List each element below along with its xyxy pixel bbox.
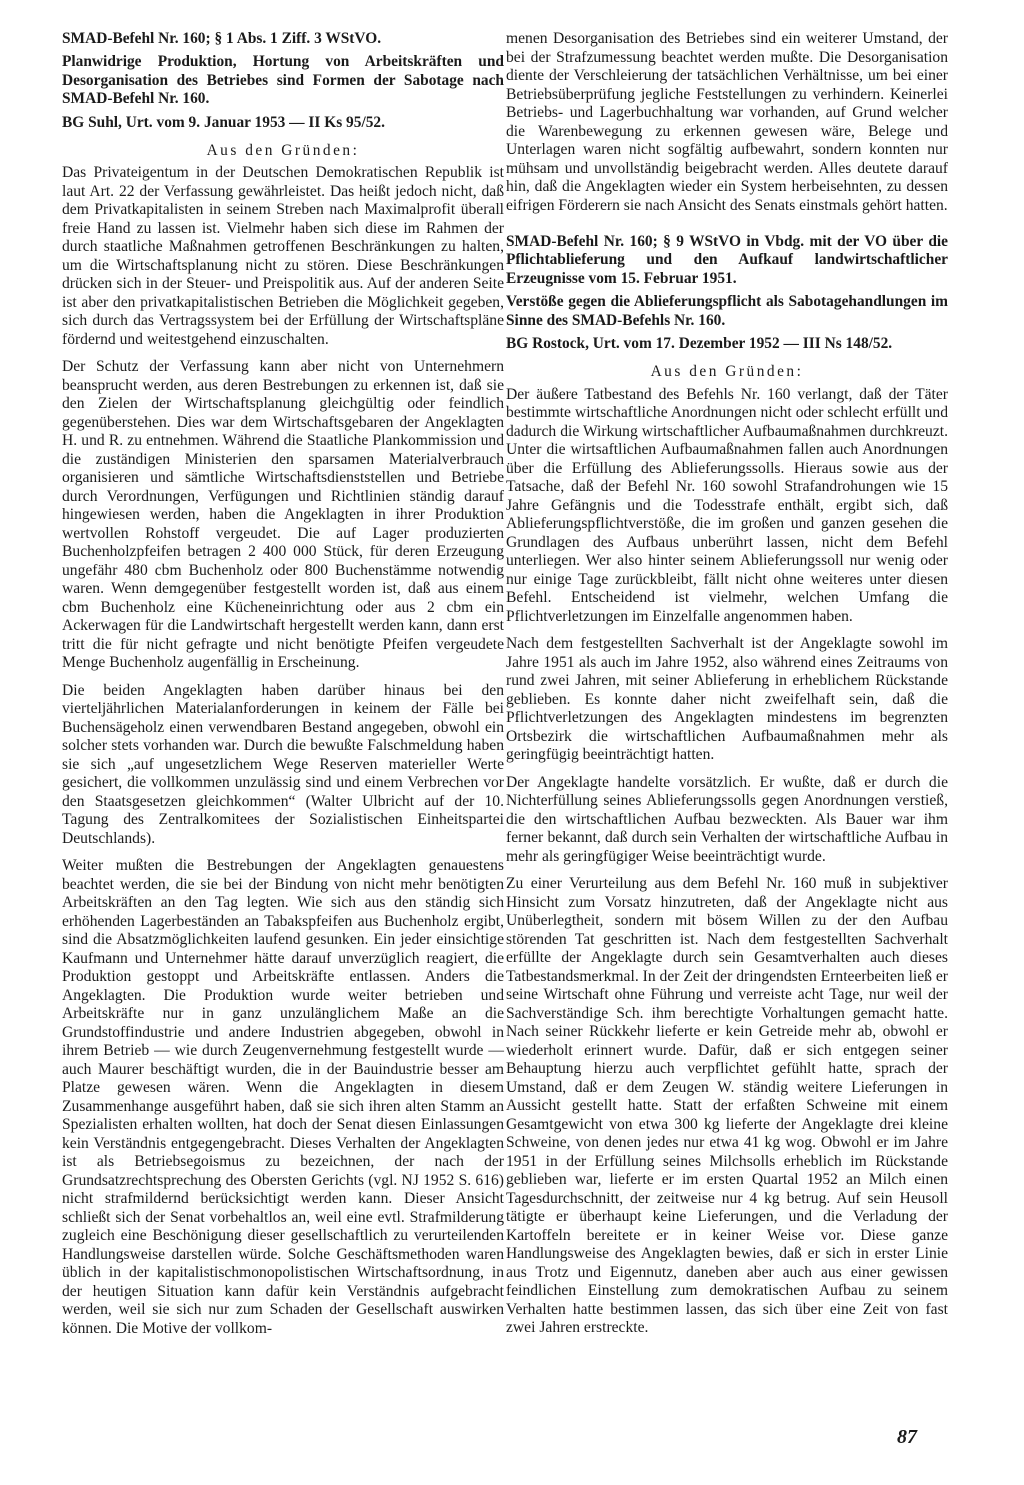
case-header-suhl xyxy=(62,30,504,132)
section-subhead: Aus den Gründen: xyxy=(650,363,804,381)
legal-reference: SMAD-Befehl Nr. 160; § 1 Abs. 1 Ziff. 3 WStVO. xyxy=(62,30,382,47)
section-subhead: Aus den Gründen: xyxy=(206,142,360,160)
paragraph: Der äußere Tatbestand des Befehls Nr. 160 verlangt, daß der Täter bestimmte wirtschaftliche Anordnungen nicht oder schlecht erfüllt und dadurch die Wirkung wirtschaftlicher Aufbaumaßnahmen durchkreuzt. Unter die wirtsaftlichen Aufbaumaßnahmen fallen auch Anordnungen über die Erfüllung des Ablieferungssolls. Hieraus sowie aus der Tatsache, daß der Befehl Nr. 160 sowohl Strafandrohungen wie 15 Jahre Gefängnis und die Todesstrafe enthält, ergibt sich, daß Ablieferungspflichtverstöße, die im großen und ganzen gesehen die Grundlagen des Aufbaus unberührt lassen, nicht dem Befehl unterliegen. Wer also hinter seinem Ablieferungssoll nur wenig oder nur einige Tage zurückbleibt, fällt nicht ohne weiteres unter diesen Befehl. Entscheidend ist vielmehr, welchen Umfang die Pflichtverletzungen im Einzelfalle angenommen haben. xyxy=(506,385,948,625)
case-headline: Planwidrige Produktion, Hortung von Arbeitskräften und Desorganisation des Betriebes sind Formen der Sabotage nach SMAD-Befehl Nr. 160. xyxy=(62,53,504,108)
paragraph: Der Angeklagte handelte vorsätzlich. Er wußte, daß er durch die Nichterfüllung seines Ablieferungssolls gegen Anordnungen verstieß, die den wirtschaftlichen Aufbau bezweckten. Als Bauer war ihm ferner bekannt, daß durch sein Verhalten der wirtschaftliche Aufbau in mehr als geringfügiger Weise beeinträchtigt wurde. xyxy=(506,773,948,865)
paragraph: Nach dem festgestellten Sachverhalt ist der Angeklagte sowohl im Jahre 1951 als auch im Jahre 1952, also während eines Zeitraums von rund zwei Jahren, mit seiner Ablieferung in erheblichem Rückstande geblieben. Es konnte daher nicht zweifelhaft sein, daß die Pflichtverletzungen des Angeklagten mindestens im begrenzten Ortsbezirk die wirtschaftlichen Aufbaumaßnahmen mehr als geringfügig beeinträchtigt hatten. xyxy=(506,635,948,764)
left-column xyxy=(62,30,504,1338)
paragraph: Zu einer Verurteilung aus dem Befehl Nr. 160 muß in subjektiver Hinsicht zum Vorsatz hinzutreten, daß der Angeklagte nicht aus Unüberlegtheit, sondern mit bösem Willen zu der den Aufbau störenden Tat geschritten ist. Nach dem festgestellten Sachverhalt erfüllte der Angeklagte durch sein Gesamtverhalten auch dieses Tatbestandsmerkmal. In der Zeit der dringendsten Ernteerbeiten ließ er seine Wirtschaft ohne Führung und verreiste acht Tage, nur weil der Sachverständige Sch. ihm berechtigte Vorhaltungen gemacht hatte. Nach seiner Rückkehr lieferte er kein Getreide mehr ab, obwohl er wiederholt erinnert wurde. Dafür, daß er sich entgegen seiner Behauptung hierzu auch verpflichtet gefühlt hatte, sprach der Umstand, daß er dem Zeugen W. ständig weitere Lieferungen in Aussicht gestellt hatte. Statt der erfaßten Schweine mit einem Gesamtgewicht von etwa 300 kg lieferte der Angeklagte drei kleine Schweine, von denen jedes nur etwa 41 kg wog. Obwohl er im Jahre 1951 in der Erfüllung seines Milchsolls erheblich im Rückstande geblieben war, lieferte er im ersten Quartal 1952 an Milch einen Tagesdurchschnitt, der zeitweise nur 4 kg betrug. Auf sein Heusoll tätigte er überhaupt keine Lieferungen, und die Verladung der Kartoffeln bereitete er in keiner Weise vor. Diese ganze Handlungsweise des Angeklagten bewies, daß er sich in erster Linie aus Trotz und Eigennutz, daneben aber auch aus einer gewissen feindlichen Einstellung zum demokratischen Aufbau zu seinem Verhalten hatte bestimmen lassen, das sich über eine Zeit von fast zwei Jahren erstreckte. xyxy=(506,875,948,1337)
court-citation: BG Rostock, Urt. vom 17. Dezember 1952 — III Ns 148/52. xyxy=(506,335,893,353)
paragraph: Das Privateigentum in der Deutschen Demokratischen Republik ist laut Art. 22 der Verfassung gewährleistet. Das heißt jedoch nicht, daß dem Privatkapitalisten in seinem Streben nach Maximalprofit überall freie Hand zu lassen ist. Vielmehr haben sich diese im Rahmen der durch staatliche Maßnahmen getroffenen Beschränkungen zu halten, um die Wirtschaftsplanung nicht zu stören. Diese Beschränkungen drücken sich in der Steuer- und Preispolitik aus. Auf der anderen Seite ist aber den privatkapitalistischen Betrieben die Möglichkeit gegeben, sich durch das Vertragssystem bei der Erfüllung der Wirtschaftspläne fördernd und weitestgehend einzuschalten. xyxy=(62,164,504,348)
paragraph: Der Schutz der Verfassung kann aber nicht von Unternehmern beansprucht werden, aus deren Bestrebungen zu erkennen ist, daß sie den Zielen der Wirtschaftsplanung gleichgültig oder feindlich gegenüberstehen. Dies war dem Wirtschaftsgebaren der Angeklagten H. und R. zu entnehmen. Während die Staatliche Plankommission und die zuständigen Ministerien den sparsamen Materialverbrauch organisieren und sämtliche Wirtschaftsdienststellen und Betriebe durch Verordnungen, Verfügungen und Richtlinien ständig darauf hingewiesen werden, haben die Angeklagten in ihrer Produktion wertvollen Rohstoff vergeudet. Die auf Lager produzierten Buchenholzpfeifen betragen 2 400 000 Stück, für deren Erzeugung ungefähr 480 cbm Buchenholz oder 800 Buchenstämme notwendig waren. Wenn demgegenüber festgestellt worden ist, daß aus einem cbm Buchenholz eine Kücheneinrichtung oder aus 2 cbm ein Ackerwagen für die Landwirtschaft hergestellt werden kann, dann erst tritt die für nicht gefragte und nicht benötigte Pfeifen vergeudete Menge Buchenholz augenfällig in Erscheinung. xyxy=(62,358,504,672)
paragraph-continuation: menen Desorganisation des Betriebes sind ein weiterer Umstand, der bei der Strafzumessung beachtet werden mußte. Die Desorganisation diente der Verschleierung der tatsächlichen Verhältnisse, um bei einer Betriebsüberprüfung jegliche Feststellungen zu verhindern. Keinerlei Betriebs- und Lagerbuchhaltung war vorhanden, auf Grund welcher die Warenbewegung zu erkennen gewesen wäre, Belege und Unterlagen waren nicht sogfältig aufbewahrt, sondern konnten nur mühsam und unvollständig beigebracht werden. Alles deutete darauf hin, daß die Angeklagten wieder ein System herbeisehnten, zu dessen eifrigen Förderern sie nach Ansicht des Senats einstmals gehört hatten. xyxy=(506,30,948,214)
case-header-rostock xyxy=(506,233,948,353)
court-citation: BG Suhl, Urt. vom 9. Januar 1953 — II Ks 95/52. xyxy=(62,113,385,131)
legal-reference: SMAD-Befehl Nr. 160; § 9 WStVO in Vbdg. mit der VO über die Pflichtablieferung und den Aufkauf landwirtschaftlicher Erzeugnisse vom 15. Februar 1951. xyxy=(506,233,948,287)
page-number: 87 xyxy=(897,1426,917,1448)
paragraph: Die beiden Angeklagten haben darüber hinaus bei den vierteljährlichen Materialanforderungen in keinem der Fälle bei Buchensägeholz einen verwendbaren Bestand angegeben, obwohl ein solcher stets vorhanden war. Durch die bewußte Falschmeldung haben sie sich „auf ungesetzlichem Wege Reserven materieller Werte gesichert, die vollkommen unzulässig sind und einem Verbrechen vor den Staatsgesetzen gleichkommen“ (Walter Ulbricht auf der 10. Tagung des Zentralkomitees der Sozialistischen Einheitspartei Deutschlands). xyxy=(62,681,504,847)
right-column xyxy=(506,30,948,1338)
paragraph: Weiter mußten die Bestrebungen der Angeklagten genauestens beachtet werden, die sie bei der Bindung von nicht mehr benötigten Arbeitskräften an den Tag legten. Wie sich aus den ständig sich erhöhenden Lagerbeständen an Tabakspfeifen aus Buchenholz ergibt, sind die Absatzmöglichkeiten laufend gesunken. Ein jeder einsichtige Kaufmann und Unternehmer hätte darauf unverzüglich reagiert, die Produktion gestoppt und Arbeitskräfte entlassen. Anders die Angeklagten. Die Produktion wurde weiter betrieben und Arbeitskräfte nur in ganz unzulänglichem Maße an die Grundstoffindustrie und andere Industrien abgegeben, obwohl in ihrem Betrieb — wie durch Zeugenvernehmung festgestellt wurde — auch Maurer beschäftigt wurden, die in der Bauindustrie besser am Platze gewesen wären. Wenn die Angeklagten in diesem Zusammenhange ausgeführt haben, daß sie sich ihren alten Stamm an Spezialisten erhalten wollten, hat doch der Senat diesen Einlassungen kein Verständnis entgegengebracht. Dieses Verhalten der Angeklagten ist als Betriebsegoismus zu bezeichnen, der nach der Grundsatzrechtsprechung des Obersten Gerichts (vgl. NJ 1952 S. 616) nicht strafmildernd berücksichtigt werden kann. Dieser Ansicht schließt sich der Senat vorbehaltlos an, weil eine evtl. Strafmilderung zugleich eine Beschönigung dieser gesellschaftlich zu verurteilenden Handlungsweise darstellen würde. Solche Geschäftsmethoden waren üblich in der kapitalistischmonopolistischen Wirtschaftsordnung, in der heutigen Situation kann dafür kein Verständnis aufgebracht werden, weil sie sich nur zum Schaden der Gesellschaft auswirken können. Die Motive der vollkom- xyxy=(62,857,504,1337)
case-headline: Verstöße gegen die Ablieferungspflicht als Sabotagehandlungen im Sinne des SMAD-Befehls Nr. 160. xyxy=(506,293,948,329)
